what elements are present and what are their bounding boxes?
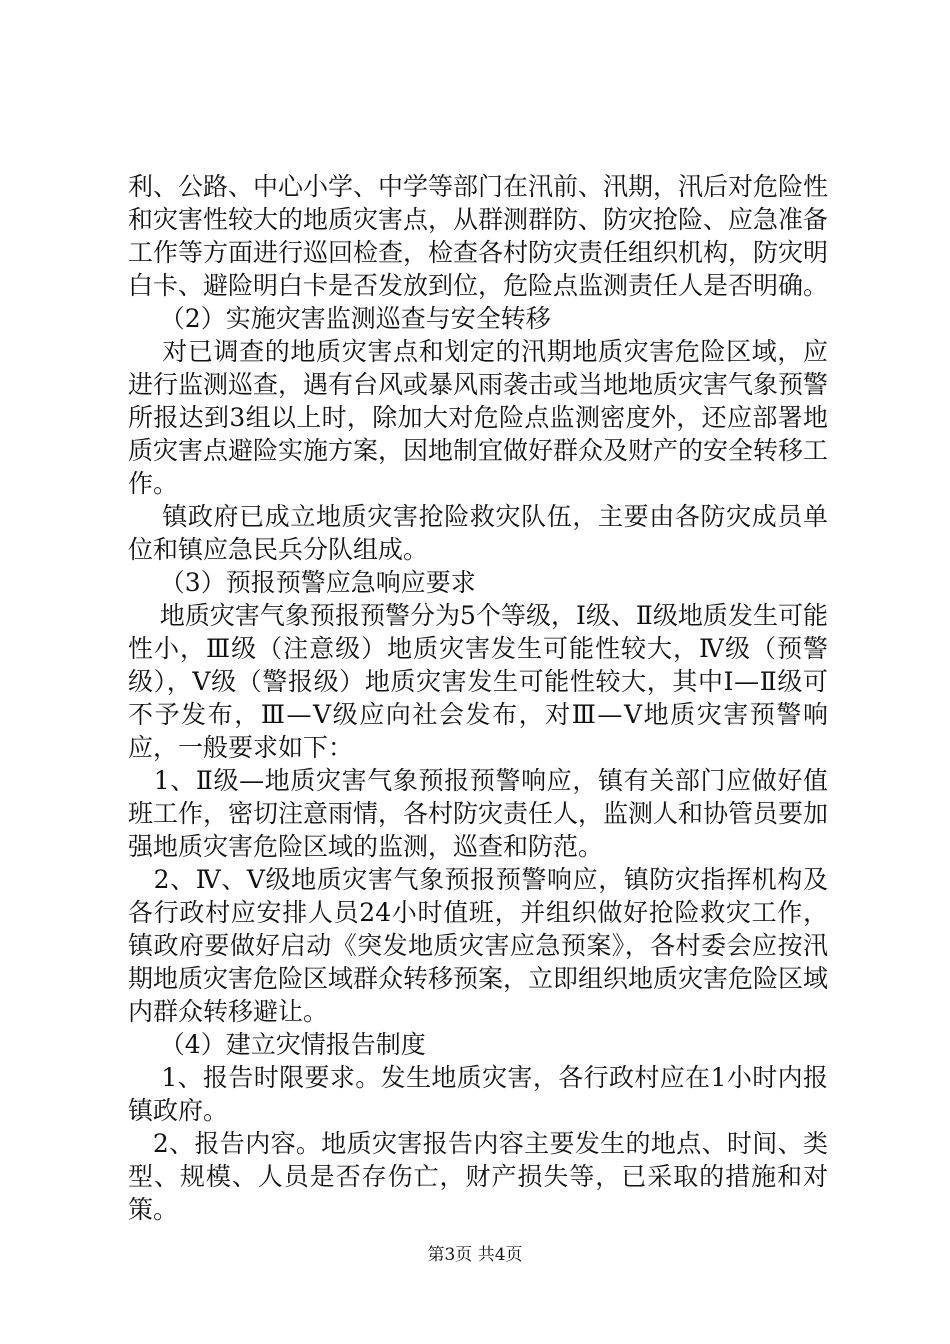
paragraph-level-4-5-response: 2、Ⅳ、Ⅴ级地质灾害气象预报预警响应，镇防灾指挥机构及各行政村应安排人员24小时值班，并组织做好抢险救灾工作，镇政府要做好启动《突发地质灾害应急预案》，各村委会应按汛期地质灾害危险区域群众转移预案，立即组织地质灾害危险区域内群众转移避让。 [128, 865, 829, 1026]
page-footer: 第3页 共4页 [427, 1245, 523, 1265]
paragraph-rescue-team: 镇政府已成立地质灾害抢险救灾队伍，主要由各防灾成员单位和镇应急民兵分队组成。 [128, 502, 828, 564]
heading-monitoring-transfer: （2）实施灾害监测巡查与安全转移 [128, 304, 551, 333]
paragraph-warning-levels: 地质灾害气象预报预警分为5个等级，Ⅰ级、Ⅱ级地质发生可能性小，Ⅲ级（注意级）地质灾害发生可能性较大，Ⅳ级（预警级），Ⅴ级（警报级）地质灾害发生可能性较大，其中Ⅰ—Ⅱ级可不予发布，Ⅲ—Ⅴ级应向社会发布，对Ⅲ—Ⅴ地质灾害预警响应，一般要求如下： [128, 601, 828, 762]
paragraph-report-content: 2、报告内容。地质灾害报告内容主要发生的地点、时间、类型、规模、人员是否存伤亡，财产损失等，已采取的措施和对策。 [128, 1129, 828, 1224]
paragraph-report-time: 1、报告时限要求。发生地质灾害，各行政村应在1小时内报镇政府。 [128, 1063, 828, 1125]
heading-warning-response: （3）预报预警应急响应要求 [128, 568, 476, 597]
paragraph-level-2-response: 1、Ⅱ级—地质灾害气象预报预警响应，镇有关部门应做好值班工作，密切注意雨情，各村防灾责任人，监测人和协管员要加强地质灾害危险区域的监测，巡查和防范。 [128, 766, 829, 861]
paragraph-monitoring: 对已调查的地质灾害点和划定的汛期地质灾害危险区域，应进行监测巡查，遇有台风或暴风雨袭击或当地地质灾害气象预警所报达到3组以上时，除加大对危险点监测密度外，还应部署地质灾害点避险实施方案，因地制宜做好群众及财产的安全转移工作。 [128, 337, 829, 498]
heading-disaster-report: （4）建立灾情报告制度 [128, 1030, 426, 1059]
document-body [128, 170, 828, 1226]
paragraph-inspection: 利、公路、中心小学、中学等部门在汛前、汛期，汛后对危险性和灾害性较大的地质灾害点，从群测群防、防灾抢险、应急准备工作等方面进行巡回检查，检查各村防灾责任组织机构，防灾明白卡、避险明白卡是否发放到位，危险点监测责任人是否明确。 [128, 172, 829, 300]
